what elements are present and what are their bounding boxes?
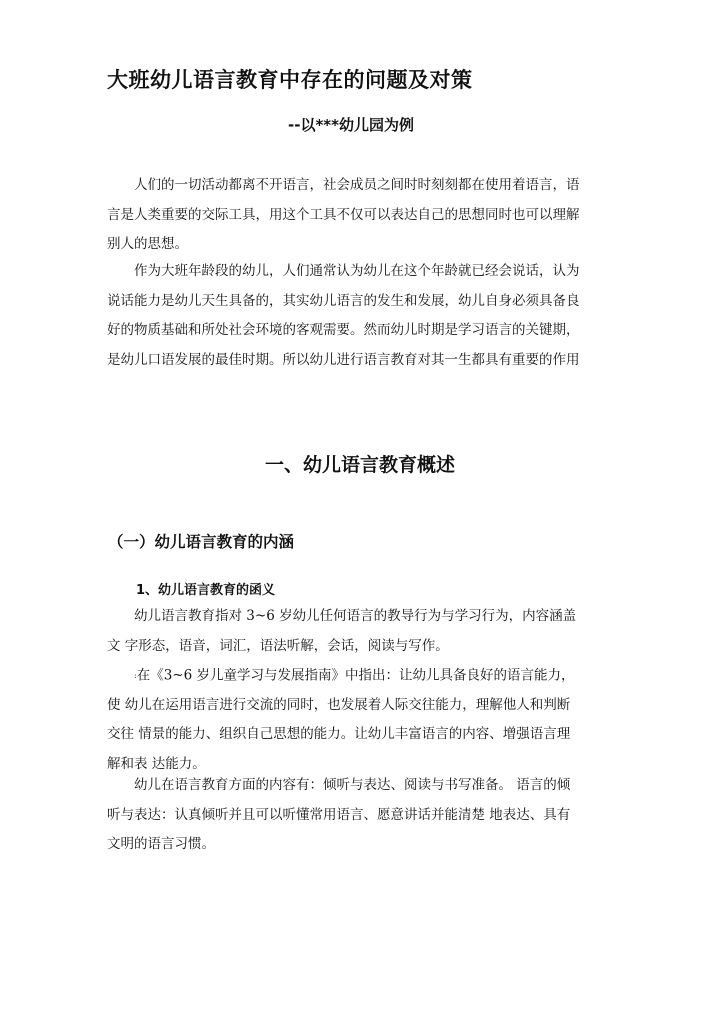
text-line: 是幼儿口语发展的最佳时期。所以幼儿进行语言教育对其一生都具有重要的作用 xyxy=(107,351,580,368)
text-line: 别人的思想。 xyxy=(107,236,188,252)
body-paragraph-2 xyxy=(107,661,617,779)
text-line: 人们的一切活动都离不开语言，社会成员之间时时刻刻都在使用着语言，语 xyxy=(134,177,580,193)
text-line: 幼儿语言教育指对 3~6 岁幼儿任何语言的教导行为与学习行为，内容涵盖 xyxy=(134,608,577,624)
document-subtitle: --以***幼儿园为例 xyxy=(288,116,414,134)
text-line: 听与表达：认真倾听并且可以听懂常用语言、愿意讲话并能清楚 地表达、具有 xyxy=(107,806,571,823)
body-paragraph-1 xyxy=(107,602,617,661)
text-line: 作为大班年龄段的幼儿，人们通常认为幼儿在这个年龄就已经会说话，认为 xyxy=(134,263,580,279)
text-line: 解和表 达能力。 xyxy=(107,755,206,772)
text-line: 好的物质基础和所处社会环境的客观需要。然而幼儿时期是学习语言的关键期， xyxy=(107,322,580,338)
item-heading: 1、幼儿语言教育的函义 xyxy=(136,583,276,598)
document-title: 大班幼儿语言教育中存在的问题及对策 xyxy=(107,68,473,92)
subsection-heading: （一）幼儿语言教育的内涵 xyxy=(108,533,295,551)
text-line xyxy=(107,661,617,691)
paragraph-mark: : xyxy=(134,671,137,680)
text-line: 使 幼儿在运用语言进行交流的同时，也发展着人际交往能力，理解他人和判断 xyxy=(107,696,571,713)
section-heading: 一、幼儿语言教育概述 xyxy=(264,454,455,476)
text-line-content: 在《3~6 岁儿童学习与发展指南》中指出：让幼儿具备良好的语言能力， xyxy=(136,667,575,684)
text-line: 文 字形态，语音，词汇，语法听解，会话，阅读与写作。 xyxy=(107,637,449,654)
text-line: 说话能力是幼儿天生具备的，其实幼儿语言的发生和发展，幼儿自身必须具备良 xyxy=(107,292,580,309)
body-paragraph-3 xyxy=(107,771,617,860)
text-line: 文明的语言习惯。 xyxy=(107,836,215,852)
text-line: 交往 情景的能力、组织自己思想的能力。让幼儿丰富语言的内容、增强语言理 xyxy=(107,726,571,743)
intro-paragraph-2 xyxy=(107,257,617,375)
text-line: 幼儿在语言教育方面的内容有：倾听与表达、阅读与书写准备。 语言的倾 xyxy=(134,777,571,793)
text-line: 言是人类重要的交际工具，用这个工具不仅可以表达自己的思想同时也可以理解 xyxy=(107,206,580,223)
intro-paragraph-1 xyxy=(107,171,617,260)
